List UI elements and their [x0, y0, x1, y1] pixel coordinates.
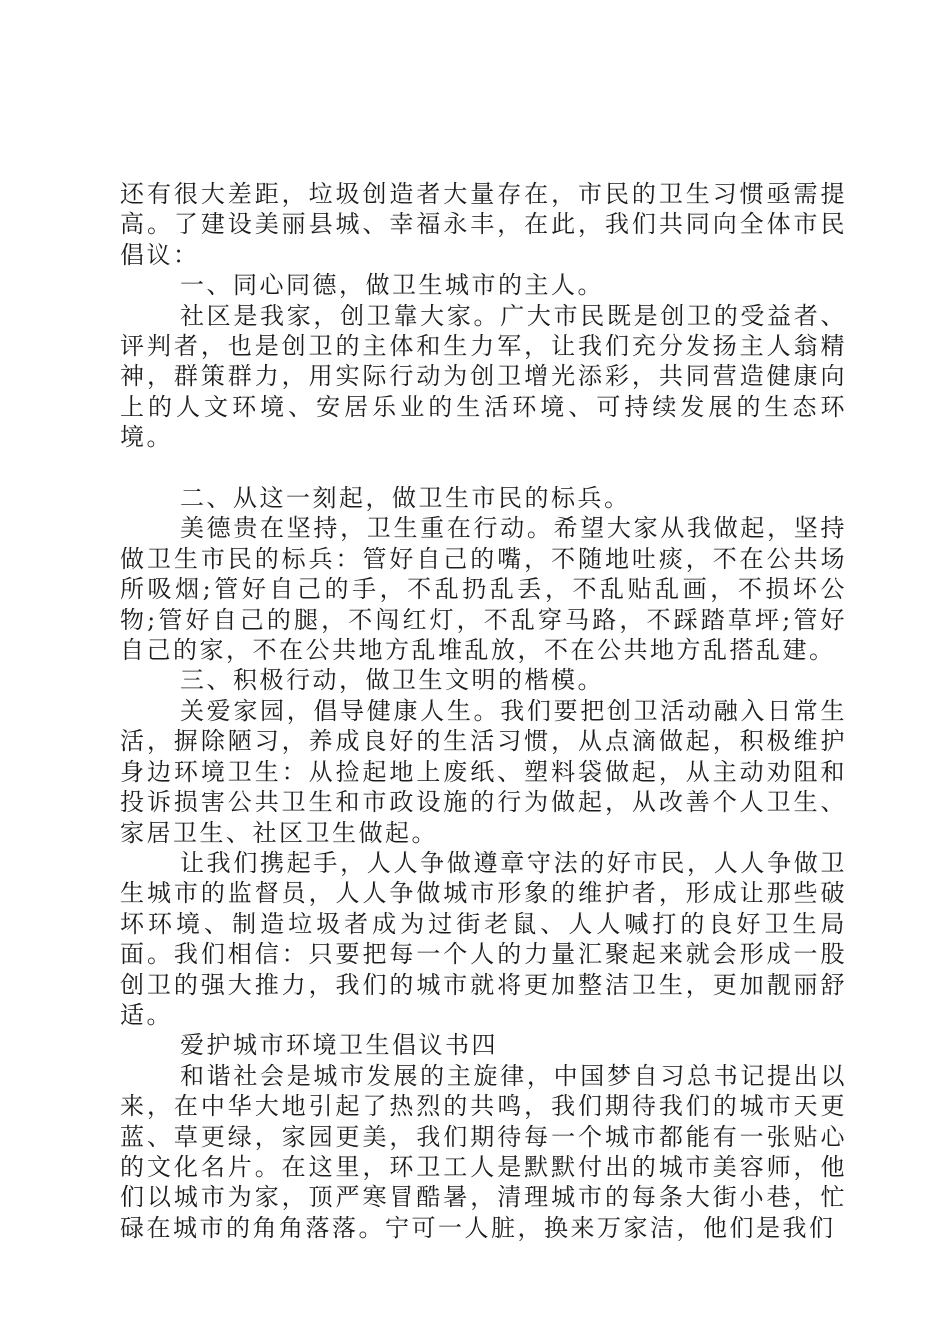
paragraph-10: 爱护城市环境卫生倡议书四 — [180, 1031, 498, 1060]
paragraph-9: 让我们携起手，人人争做遵章守法的好市民，人人争做卫生城市的监督员，人人争做城市形象的维护者，形成让那些破坏环境、制造垃圾者成为过街老鼠、人人喊打的良好卫生局面。我们相信：只要把每一个人的力量汇聚起来就会形成一股创卫的强大推力，我们的城市就将更加整洁卫生，更加靓丽舒适。 — [120, 848, 847, 1029]
paragraph-7: 三、积极行动，做卫生文明的楷模。 — [180, 666, 604, 695]
paragraph-1: 还有很大差距，垃圾创造者大量存在，市民的卫生习惯亟需提高。了建设美丽县城、幸福永丰，在此，我们共同向全体市民倡议： — [120, 180, 847, 269]
paragraph-3: 社区是我家，创卫靠大家。广大市民既是创卫的受益者、评判者，也是创卫的主体和生力军，让我们充分发扬主人翁精神，群策群力，用实际行动为创卫增光添彩，共同营造健康向上的人文环境、安居乐业的生活环境、可持续发展的生态环境。 — [120, 301, 847, 452]
paragraph-11: 和谐社会是城市发展的主旋律，中国梦自习总书记提出以来，在中华大地引起了热烈的共鸣，我们期待我们的城市天更蓝、草更绿，家园更美，我们期待每一个城市都能有一张贴心的文化名片。在这里，环卫工人是默默付出的城市美容师，他们以城市为家，顶严寒冒酷暑，清理城市的每条大街小巷，忙碌在城市的角角落落。宁可一人脏，换来万家洁，他们是我们 — [120, 1061, 847, 1242]
document-body — [120, 179, 847, 1243]
paragraph-8: 关爱家园，倡导健康人生。我们要把创卫活动融入日常生活，摒除陋习，养成良好的生活习惯，从点滴做起，积极维护身边环境卫生：从捡起地上废纸、塑料袋做起，从主动劝阻和投诉损害公共卫生和市政设施的行为做起，从改善个人卫生、家居卫生、社区卫生做起。 — [120, 696, 847, 847]
paragraph-2: 一、同心同德，做卫生城市的主人。 — [180, 271, 604, 300]
blank-line — [120, 453, 847, 483]
paragraph-5: 二、从这一刻起，做卫生市民的标兵。 — [180, 484, 631, 513]
paragraph-6: 美德贵在坚持，卫生重在行动。希望大家从我做起，坚持做卫生市民的标兵：管好自己的嘴，不随地吐痰，不在公共场所吸烟;管好自己的手，不乱扔乱丢，不乱贴乱画，不损坏公物;管好自己的腿，不闯红灯，不乱穿马路，不踩踏草坪;管好自己的家，不在公共地方乱堆乱放，不在公共地方乱搭乱建。 — [120, 514, 847, 665]
